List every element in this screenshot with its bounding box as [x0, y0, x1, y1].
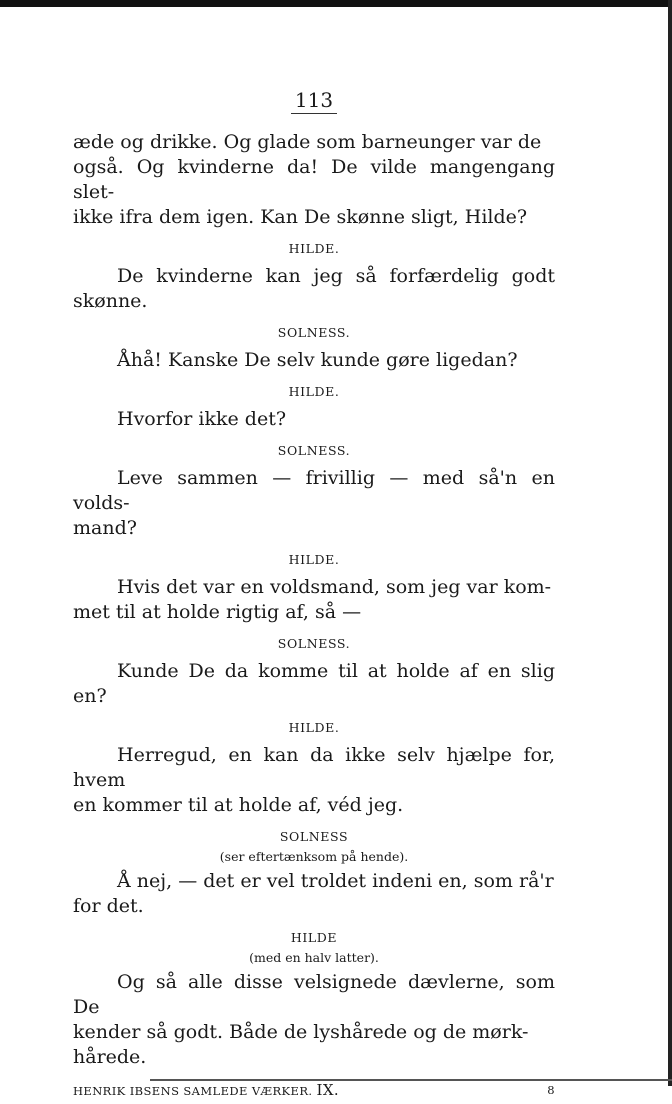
stage-direction: (ser eftertænksom på hende).: [219, 849, 409, 864]
paragraph: æde og drikke. Og glade som barneunger var de også. Og kvinderne da! De vilde mangengang slet- ikke ifra dem igen. Kan De skønne sligt, Hilde?: [73, 131, 555, 228]
speaker-name: HILDE.: [288, 720, 340, 735]
speaker-name: HILDE.: [288, 384, 340, 399]
paragraph: Leve sammen — frivillig — med så'n en volds- mand?: [73, 467, 555, 539]
stage-direction: (med en halv latter).: [249, 950, 379, 965]
paragraph: Hvis det var en voldsmand, som jeg var kom- met til at holde rigtig af, så —: [73, 576, 552, 623]
footer-title: HENRIK IBSENS SAMLEDE VÆRKER. IX.: [73, 1081, 340, 1099]
page-footer: [73, 1078, 555, 1104]
speaker-name: SOLNESS.: [277, 325, 351, 340]
speaker-name: HILDE.: [288, 552, 340, 567]
book-page: [73, 88, 555, 1104]
scan-right-edge: [668, 0, 672, 1086]
paragraph: Herregud, en kan da ikke selv hjælpe for, hvem en kommer til at holde af, véd jeg.: [73, 744, 555, 816]
paragraph: Å nej, — det er vel troldet indeni en, som rå'r for det.: [73, 870, 554, 917]
paragraph: Hvorfor ikke det?: [117, 408, 287, 430]
page-number: 113: [73, 88, 555, 114]
speaker-name: SOLNESS: [279, 829, 349, 844]
speaker-name: SOLNESS.: [277, 636, 351, 651]
speaker-name: HILDE.: [288, 241, 340, 256]
speaker-name: HILDE: [290, 930, 338, 945]
signature-mark: 8: [547, 1083, 555, 1097]
scan-top-edge: [0, 0, 672, 7]
paragraph: Kunde De da komme til at holde af en slig en?: [73, 660, 555, 707]
speaker-name: SOLNESS.: [277, 443, 351, 458]
paragraph: De kvinderne kan jeg så forfærdelig godt skønne.: [73, 265, 555, 312]
paragraph: Åhå! Kanske De selv kunde gøre ligedan?: [117, 349, 518, 371]
paragraph: Og så alle disse velsignede dævlerne, som De kender så godt. Både de lyshårede og de mørk- hårede.: [73, 971, 555, 1068]
